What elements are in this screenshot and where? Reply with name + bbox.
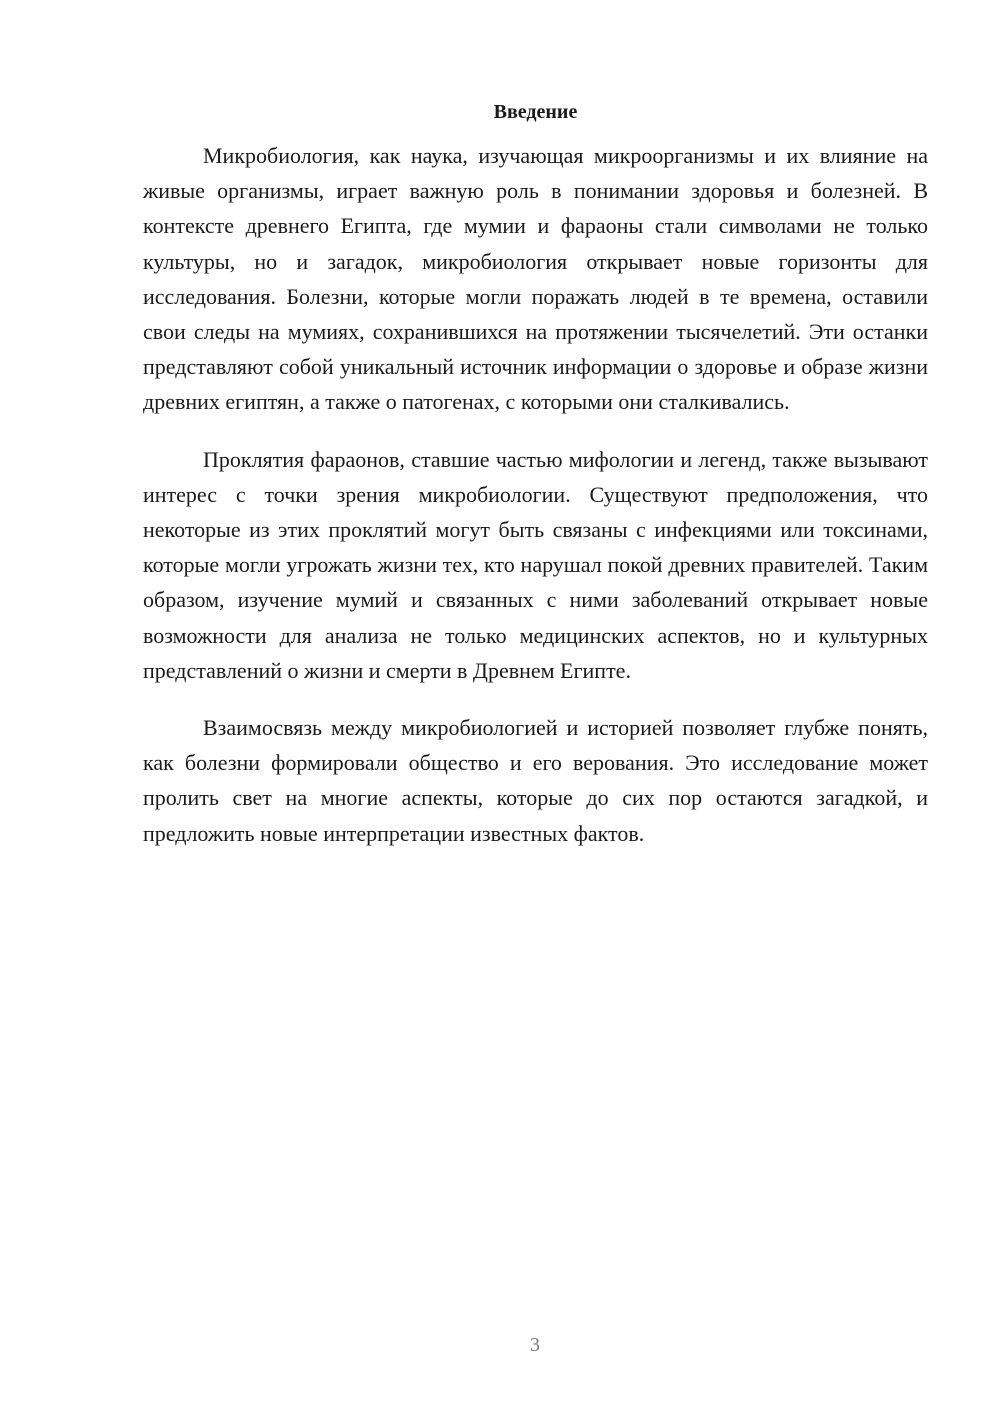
section-heading: Введение — [493, 101, 578, 123]
paragraph-3: Взаимосвязь между микробиологией и историей позволяет глубже понять, как болезни формировали общество и его верования. Это исследование может пролить свет на многие аспекты, которые до сих пор остаются загадкой, и предложить новые интерпретации известных фактов. — [143, 715, 928, 846]
paragraph-1: Микробиология, как наука, изучающая микроорганизмы и их влияние на живые организмы, играет важную роль в понимании здоровья и болезней. В контексте древнего Египта, где мумии и фараоны стали символами не только культуры, но и загадок, микробиология открывает новые горизонты для исследования. Болезни, которые могли поражать людей в те времена, оставили свои следы на мумиях, сохранившихся на протяжении тысячелетий. Эти останки представляют собой уникальный источник информации о здоровье и образе жизни древних египтян, а также о патогенах, с которыми они сталкивались. — [143, 143, 928, 415]
page-number: 3 — [530, 1334, 540, 1356]
page-content — [143, 98, 928, 873]
paragraph-2: Проклятия фараонов, ставшие частью мифологии и легенд, также вызывают интерес с точки зрения микробиологии. Существуют предположения, что некоторые из этих проклятий могут быть связаны с инфекциями или токсинами, которые могли угрожать жизни тех, кто нарушал покой древних правителей. Таким образом, изучение мумий и связанных с ними заболеваний открывает новые возможности для анализа не только медицинских аспектов, но и культурных представлений о жизни и смерти в Древнем Египте. — [143, 446, 928, 683]
